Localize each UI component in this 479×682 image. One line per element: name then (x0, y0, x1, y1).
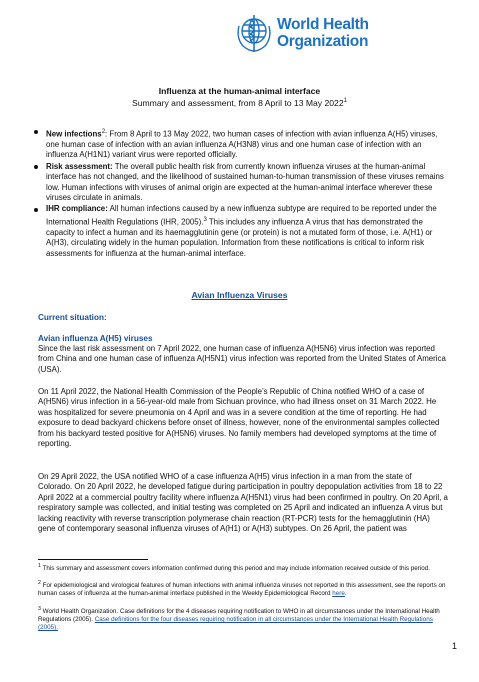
paragraph-2: On 11 April 2022, the National Health Commission of the People’s Republic of China notified WHO of a case of A(H5N6) virus infection in a 56-year-old male from Sichuan province, who had illness onset on 31 March 2022. He was hospitalized for severe pneumonia on 4 April and was in a severe condition at the time of reporting. He had exposure to dead backyard chickens before onset of illness, however, none of the environmental samples collected from his backyard tested positive for A(H5N6) viruses. No family members had developed symptoms at the time of reporting. (38, 387, 440, 449)
footnote-text: This summary and assessment covers information confirmed during this period and may include information received outside of this period. (40, 565, 431, 573)
current-situation-heading: Current situation: (38, 313, 107, 322)
bullet-text: : From 8 April to 13 May 2022, two human cases of infection with avian influenza A(H5) viruses, one human case of infection with an avian influenza A(H3N8) virus and one human case of infection with an influenza A(H1N1) variant virus were reported officially. (46, 129, 438, 160)
footnote-divider (38, 559, 148, 560)
footnote-3 (38, 605, 448, 632)
bullet-text: All human infections caused by a new influenza subtype are required to be reported under the International Health Regulations (IHR, 2005). (46, 204, 437, 227)
paragraph-1: Since the last risk assessment on 7 April 2022, one human case of influenza A(H5N6) virus infection was reported from China and one human case of influenza A(H5N1) virus infection was reported from the United States of America (USA). (38, 344, 446, 374)
footnote-link-case-definitions[interactable]: Case definitions for the four diseases requiring notification in all circumstances under the International Health Regulations (2005). (38, 616, 433, 632)
subsection-heading: Avian influenza A(H5) viruses (38, 334, 153, 343)
footnote-text-end: . (344, 590, 347, 598)
document-subtitle (0, 98, 479, 108)
paragraph-3: On 29 April 2022, the USA notified WHO of a case influenza A(H5) virus infection in a man from the state of Colorado. On 20 April 2022, he developed fatigue during participation in poultry depopulation activities from 18 to 22 April 2022 at a commercial poultry facility where influenza A(H5N1) virus had been confirmed in poultry. On 20 April, a respiratory sample was collected, and initial testing was completed on 25 April and indicated an influenza A virus but lacking reactivity with reverse transcription polymerase chain reaction (RT-PCR) tests for the hemagglutinin (HA) gene of contemporary seasonal influenza viruses of A(H1) or A(H3) subtypes. On 26 April, the patient was (38, 472, 448, 534)
footnote-1 (38, 562, 448, 573)
bullet-label: Risk assessment: (46, 161, 113, 171)
subtitle-footnote-ref: 1 (343, 98, 347, 105)
org-line-1: World Health (277, 16, 369, 33)
footnote-link-here[interactable]: here (332, 590, 345, 598)
bullet-label: New infections (46, 129, 102, 139)
section-heading (0, 290, 479, 300)
bullet-label: IHR compliance: (46, 204, 108, 214)
footnote-ref: 3 (203, 216, 207, 223)
bullet-text: The overall public health risk from currently known influenza viruses at the human-animal interface has not changed, and the likelihood of sustained human-to-human transmission of these viruses remains low. Human infections with viruses of animal origin are expected at the human-animal interface wherever these viruses circulate in animals. (46, 161, 444, 203)
footnote-text: For epidemiological and virological features of human infections with animal influenza viruses not reported in this assessment, see the reports on human cases of influenza at the human-animal interface published in the Weekly Epidemiological Record (38, 582, 446, 598)
page-number: 1 (452, 641, 458, 651)
bullet-ihr-compliance (46, 204, 444, 259)
organization-name (277, 16, 369, 50)
bullet-risk-assessment (46, 162, 444, 204)
subtitle-text: Summary and assessment, from 8 April to 13 May 2022 (132, 98, 344, 108)
footnote-num: 1 (38, 563, 41, 569)
org-line-2: Organization (277, 33, 369, 50)
who-logo (233, 10, 393, 56)
footnote-num: 3 (38, 606, 41, 612)
footnote-text: World Health Organization. Case definitions for the 4 diseases requiring notification to WHO in all circumstances under the International Health Regulations (2005). (38, 608, 440, 624)
summary-bullets (46, 127, 444, 260)
footnote-2 (38, 579, 448, 598)
who-emblem-icon (233, 12, 275, 54)
footnote-ref: 2 (101, 129, 106, 135)
document-title: Influenza at the human-animal interface (158, 86, 321, 96)
footnote-num: 2 (38, 580, 41, 586)
bullet-new-infections (46, 127, 444, 161)
section-heading-text: Avian Influenza Viruses (191, 290, 288, 300)
bullet-text-cont: This includes any influenza A virus that has demonstrated the capacity to infect a human and its haemagglutinin gene (or protein) is not a mutated form of those, i.e. A(H1) or A(H3), circulating widely in the human population. Information from these notifications is critical to inform risk assessments for influenza at the human-animal interface. (46, 217, 433, 258)
